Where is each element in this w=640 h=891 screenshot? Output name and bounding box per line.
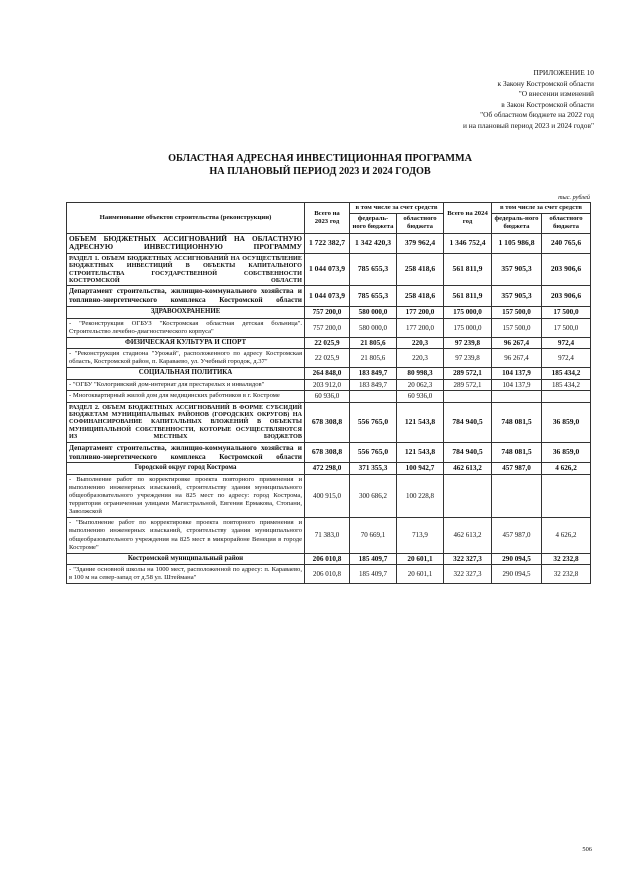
regional-2024-cell: 972,4	[542, 349, 591, 368]
federal-2023-cell: 21 805,6	[350, 349, 397, 368]
project-row	[67, 349, 591, 368]
total-2024-cell: 289 572,1	[444, 379, 492, 390]
total-2023-cell: 400 915,0	[305, 474, 350, 517]
total-2024-cell: 322 327,3	[444, 565, 492, 584]
total-2024-cell: 97 239,8	[444, 337, 492, 348]
regional-2023-cell: 60 936,0	[397, 391, 444, 402]
subtotal-row	[67, 337, 591, 348]
group-row	[67, 442, 591, 463]
regional-2023-cell: 713,9	[397, 518, 444, 553]
federal-2023-cell: 580 000,0	[350, 307, 397, 318]
federal-2024-cell: 457 987,0	[492, 463, 542, 474]
federal-2024-cell: 290 094,5	[492, 553, 542, 564]
federal-2024-cell: 96 267,4	[492, 337, 542, 348]
total-2023-cell: 1 722 382,7	[305, 233, 350, 253]
appendix-line: в Закон Костромской области	[501, 99, 594, 109]
regional-2023-cell: 258 418,6	[397, 253, 444, 286]
regional-2024-cell: 240 765,6	[542, 233, 591, 253]
federal-2023-cell: 785 655,3	[350, 253, 397, 286]
regional-2024-cell	[542, 474, 591, 517]
regional-2024-cell: 36 859,0	[542, 442, 591, 463]
appendix-line: и на плановый период 2023 и 2024 годов"	[462, 120, 594, 130]
federal-2023-cell: 185 409,7	[350, 553, 397, 564]
object-name-cell: Департамент строительства, жилищно-коммунального хозяйства и топливно-энергетического комплекса Костромской области	[67, 442, 305, 463]
regional-2024-cell: 17 500,0	[542, 318, 591, 337]
total-2023-cell: 203 912,0	[305, 379, 350, 390]
regional-2024-cell	[542, 391, 591, 402]
object-name-cell: ОБЪЕМ БЮДЖЕТНЫХ АССИГНОВАНИЙ НА ОБЛАСТНУЮ АДРЕСНУЮ ИНВЕСТИЦИОННУЮ ПРОГРАММУ	[67, 233, 305, 253]
total-2024-cell: 561 811,9	[444, 286, 492, 307]
regional-2023-cell: 80 998,3	[397, 368, 444, 379]
federal-2023-cell: 371 355,3	[350, 463, 397, 474]
header-total-2023: Всего на 2023 год	[305, 203, 350, 234]
project-row	[67, 565, 591, 584]
regional-2024-cell: 4 626,2	[542, 463, 591, 474]
federal-2023-cell: 21 805,6	[350, 337, 397, 348]
federal-2024-cell	[492, 474, 542, 517]
header-federal-2023: федераль-ного бюджета	[350, 214, 397, 233]
regional-2023-cell: 177 200,0	[397, 318, 444, 337]
regional-2023-cell: 177 200,0	[397, 307, 444, 318]
project-row	[67, 391, 591, 402]
title-line: НА ПЛАНОВЫЙ ПЕРИОД 2023 И 2024 ГОДОВ	[209, 166, 431, 177]
subtotal-row	[67, 463, 591, 474]
header-regional-2024: областного бюджета	[542, 214, 591, 233]
federal-2024-cell: 748 081,5	[492, 402, 542, 442]
header-object-name: Наименование объектов строительства (реконструкции)	[67, 203, 305, 234]
project-row	[67, 379, 591, 390]
total-2024-cell: 462 613,2	[444, 463, 492, 474]
appendix-line: "Об областном бюджете на 2022 год	[480, 110, 594, 120]
total-2023-cell: 757 200,0	[305, 318, 350, 337]
page-number: 506	[582, 846, 592, 853]
regional-2023-cell: 20 601,1	[397, 553, 444, 564]
header-federal-2024: федераль-ного бюджета	[492, 214, 542, 233]
section-row	[67, 253, 591, 286]
federal-2024-cell: 290 094,5	[492, 565, 542, 584]
regional-2023-cell: 220,3	[397, 349, 444, 368]
regional-2023-cell: 220,3	[397, 337, 444, 348]
group-row	[67, 286, 591, 307]
total-2024-cell: 462 613,2	[444, 518, 492, 553]
total-2024-cell: 784 940,5	[444, 402, 492, 442]
total-2024-cell: 322 327,3	[444, 553, 492, 564]
federal-2024-cell: 157 500,0	[492, 318, 542, 337]
appendix-line: к Закону Костромской области	[497, 78, 594, 88]
project-row	[67, 318, 591, 337]
federal-2023-cell: 556 765,0	[350, 442, 397, 463]
project-row	[67, 518, 591, 553]
federal-2024-cell: 157 500,0	[492, 307, 542, 318]
table-header	[67, 203, 591, 234]
total-2023-cell: 678 308,8	[305, 442, 350, 463]
federal-2024-cell	[492, 391, 542, 402]
header-including-2024: в том числе за счет средств	[492, 203, 591, 214]
regional-2023-cell: 258 418,6	[397, 286, 444, 307]
total-2023-cell: 22 025,9	[305, 337, 350, 348]
federal-2023-cell: 785 655,3	[350, 286, 397, 307]
regional-2024-cell: 203 906,6	[542, 286, 591, 307]
total-2024-cell: 175 000,0	[444, 307, 492, 318]
regional-2024-cell: 185 434,2	[542, 368, 591, 379]
object-name-cell: - "Выполнение работ по корректировке проекта повторного применения и выполнению инженерных изысканий, строительству здания муниципального общеобразовательного учреждения на 825 мест в микрорайоне Венеция в городе Костроме"	[67, 518, 305, 553]
object-name-cell: - "Реконструкция стадиона "Урожай", расположенного по адресу Костромская область, Костромской район, п. Караваево, ул. Учебный городок, д.37"	[67, 349, 305, 368]
total-2024-cell	[444, 391, 492, 402]
table-body	[67, 233, 591, 584]
object-name-cell: - "ОГБУ "Кологривский дом-интернат для престарелых и инвалидов"	[67, 379, 305, 390]
total-2024-cell: 97 239,8	[444, 349, 492, 368]
appendix-note	[463, 68, 594, 132]
subtotal-row	[67, 553, 591, 564]
federal-2024-cell: 104 137,9	[492, 379, 542, 390]
regional-2023-cell: 100 228,8	[397, 474, 444, 517]
section-row	[67, 233, 591, 253]
object-name-cell: - "Реконструкция ОГБУЗ "Костромская областная детская больница". Строительство лечебно-диагностического корпуса"	[67, 318, 305, 337]
total-2023-cell: 472 298,0	[305, 463, 350, 474]
total-2023-cell: 1 044 073,9	[305, 286, 350, 307]
federal-2023-cell: 70 669,1	[350, 518, 397, 553]
total-2023-cell: 71 383,0	[305, 518, 350, 553]
object-name-cell: ФИЗИЧЕСКАЯ КУЛЬТУРА И СПОРТ	[67, 337, 305, 348]
regional-2024-cell: 203 906,6	[542, 253, 591, 286]
total-2023-cell: 206 010,8	[305, 553, 350, 564]
subtotal-row	[67, 307, 591, 318]
investment-program-table	[66, 202, 591, 584]
federal-2023-cell	[350, 391, 397, 402]
header-including-2023: в том числе за счет средств	[350, 203, 444, 214]
regional-2023-cell: 121 543,8	[397, 402, 444, 442]
regional-2024-cell: 32 232,8	[542, 565, 591, 584]
appendix-line: "О внесении изменений	[518, 89, 594, 99]
federal-2023-cell: 185 409,7	[350, 565, 397, 584]
federal-2024-cell: 357 905,3	[492, 286, 542, 307]
federal-2023-cell: 556 765,0	[350, 402, 397, 442]
federal-2024-cell: 96 267,4	[492, 349, 542, 368]
total-2023-cell: 60 936,0	[305, 391, 350, 402]
object-name-cell: - "Здание основной школы на 1000 мест, расположенной по адресу: п. Караваево, в 100 м на север-запад от д.58 ул. Штеймана"	[67, 565, 305, 584]
total-2023-cell: 678 308,8	[305, 402, 350, 442]
document-title	[0, 152, 640, 178]
regional-2024-cell: 185 434,2	[542, 379, 591, 390]
regional-2023-cell: 20 062,3	[397, 379, 444, 390]
object-name-cell: Городской округ город Кострома	[67, 463, 305, 474]
object-name-cell: Департамент строительства, жилищно-коммунального хозяйства и топливно-энергетического комплекса Костромской области	[67, 286, 305, 307]
section-row	[67, 402, 591, 442]
federal-2024-cell: 748 081,5	[492, 442, 542, 463]
total-2023-cell: 206 010,8	[305, 565, 350, 584]
total-2024-cell	[444, 474, 492, 517]
total-2024-cell: 1 346 752,4	[444, 233, 492, 253]
regional-2024-cell: 36 859,0	[542, 402, 591, 442]
total-2023-cell: 757 200,0	[305, 307, 350, 318]
federal-2023-cell: 183 849,7	[350, 368, 397, 379]
object-name-cell: - Многоквартирный жилой дом для медицинских работников в г. Костроме	[67, 391, 305, 402]
regional-2024-cell: 32 232,8	[542, 553, 591, 564]
federal-2024-cell: 1 105 986,8	[492, 233, 542, 253]
appendix-line: ПРИЛОЖЕНИЕ 10	[533, 68, 594, 77]
federal-2023-cell: 183 849,7	[350, 379, 397, 390]
header-regional-2023: областного бюджета	[397, 214, 444, 233]
regional-2023-cell: 121 543,8	[397, 442, 444, 463]
regional-2024-cell: 17 500,0	[542, 307, 591, 318]
header-row	[67, 203, 591, 214]
subtotal-row	[67, 368, 591, 379]
regional-2024-cell: 4 626,2	[542, 518, 591, 553]
object-name-cell: Костромской муниципальный район	[67, 553, 305, 564]
total-2024-cell: 289 572,1	[444, 368, 492, 379]
total-2024-cell: 561 811,9	[444, 253, 492, 286]
federal-2023-cell: 300 686,2	[350, 474, 397, 517]
object-name-cell: РАЗДЕЛ 2. ОБЪЕМ БЮДЖЕТНЫХ АССИГНОВАНИЙ В ФОРМЕ СУБСИДИЙ БЮДЖЕТАМ МУНИЦИПАЛЬНЫХ РАЙОНОВ (ГОРОДСКИХ ОКРУГОВ) НА СОФИНАНСИРОВАНИЕ КАПИТАЛЬНЫХ ВЛОЖЕНИЙ В ОБЪЕКТЫ МУНИЦИПАЛЬНОЙ СОБСТВЕННОСТИ, КОТОРЫЕ ОСУЩЕСТВЛЯЮТСЯ ИЗ МЕСТНЫХ БЮДЖЕТОВ	[67, 402, 305, 442]
object-name-cell: СОЦИАЛЬНАЯ ПОЛИТИКА	[67, 368, 305, 379]
total-2024-cell: 784 940,5	[444, 442, 492, 463]
total-2024-cell: 175 000,0	[444, 318, 492, 337]
total-2023-cell: 1 044 073,9	[305, 253, 350, 286]
federal-2024-cell: 457 987,0	[492, 518, 542, 553]
project-row	[67, 474, 591, 517]
object-name-cell: ЗДРАВООХРАНЕНИЕ	[67, 307, 305, 318]
unit-label: тыс. рублей	[558, 194, 590, 201]
object-name-cell: РАЗДЕЛ 1. ОБЪЕМ БЮДЖЕТНЫХ АССИГНОВАНИЙ НА ОСУЩЕСТВЛЕНИЕ БЮДЖЕТНЫХ ИНВЕСТИЦИЙ В ОБЪЕКТЫ КАПИТАЛЬНОГО СТРОИТЕЛЬСТВА ГОСУДАРСТВЕННОЙ СОБСТВЕННОСТИ КОСТРОМСКОЙ ОБЛАСТИ	[67, 253, 305, 286]
regional-2024-cell: 972,4	[542, 337, 591, 348]
title-line: ОБЛАСТНАЯ АДРЕСНАЯ ИНВЕСТИЦИОННАЯ ПРОГРАММА	[168, 153, 472, 164]
object-name-cell: - Выполнение работ по корректировке проекта повторного применения и выполнению инженерных изысканий, строительству здания муниципального общеобразовательного учреждения на 825 мест по адресу: город Кострома, территория ограниченная улицами Магистральной, Евгения Ермакова, Стопани, Заволжской	[67, 474, 305, 517]
total-2023-cell: 264 848,0	[305, 368, 350, 379]
regional-2023-cell: 379 962,4	[397, 233, 444, 253]
total-2023-cell: 22 025,9	[305, 349, 350, 368]
federal-2023-cell: 1 342 420,3	[350, 233, 397, 253]
regional-2023-cell: 100 942,7	[397, 463, 444, 474]
federal-2024-cell: 104 137,9	[492, 368, 542, 379]
federal-2023-cell: 580 000,0	[350, 318, 397, 337]
regional-2023-cell: 20 601,1	[397, 565, 444, 584]
federal-2024-cell: 357 905,3	[492, 253, 542, 286]
header-total-2024: Всего на 2024 год	[444, 203, 492, 234]
